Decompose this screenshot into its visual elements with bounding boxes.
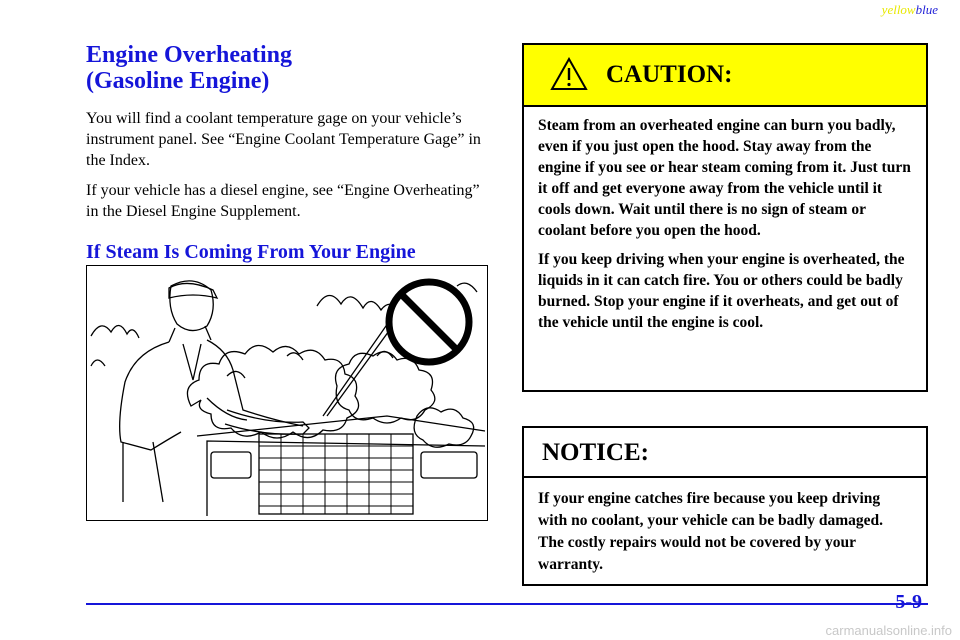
notice-body: If your engine catches fire because you keep driving with no coolant, your vehicle can be badly damaged. The costly repairs would not be covered by your warranty. (538, 490, 884, 573)
notice-header (524, 428, 926, 478)
steam-subheading: If Steam Is Coming From Your Engine (86, 241, 416, 263)
illustration-art (87, 266, 487, 520)
color-tag-yellow: yellow (881, 2, 916, 17)
notice-box (522, 426, 928, 586)
section-title (86, 42, 486, 94)
caution-header (524, 45, 926, 107)
notice-title: NOTICE: (542, 439, 649, 466)
caution-body (524, 107, 926, 333)
no-symbol-icon (389, 282, 469, 362)
caution-title: CAUTION: (606, 61, 733, 88)
footer-rule (86, 603, 928, 605)
title-line-2: (Gasoline Engine) (86, 68, 270, 94)
warning-triangle-icon (550, 57, 588, 96)
steam-illustration (86, 265, 488, 521)
caution-paragraph-2: If you keep driving when your engine is overheated, the liquids in it can catch fire. You or others could be badly burned. Stop your engine if it overheats, and get out of the vehicle until the engine is cool. (538, 251, 905, 331)
color-tag (882, 2, 938, 18)
caution-paragraph-1: Steam from an overheated engine can burn you badly, even if you just open the hood. Stay away from the engine if you see or hear steam coming from it. Just turn it off and get everyone away from the vehicle until it cools down. Wait until there is no sign of steam or coolant before you open the hood. (538, 117, 911, 239)
title-line-1: Engine Overheating (86, 42, 293, 68)
color-tag-blue: blue (915, 2, 938, 17)
watermark: carmanualsonline.info (825, 623, 952, 638)
intro-paragraph: You will find a coolant temperature gage on your vehicle’s instrument panel. See “Engine Coolant Temperature Gage” in the Index. (86, 110, 481, 169)
diesel-paragraph: If your vehicle has a diesel engine, see “Engine Overheating” in the Diesel Engine Supplement. (86, 182, 480, 220)
page-number: 5-9 (895, 591, 922, 613)
left-column (86, 42, 486, 264)
caution-box (522, 43, 928, 392)
